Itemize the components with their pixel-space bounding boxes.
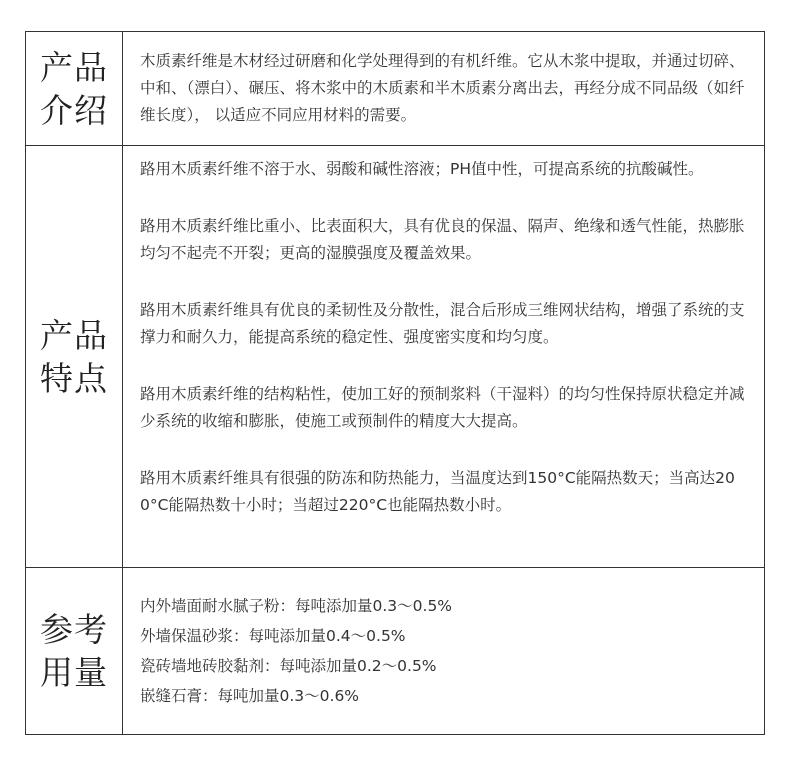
intro-label-cell: [26, 32, 123, 145]
dosage-label: 参考用量: [40, 610, 108, 692]
dosage-content-cell: [123, 568, 764, 734]
intro-content-cell: [123, 32, 764, 145]
feature-paragraph: 路用木质素纤维具有很强的防冻和防热能力，当温度达到150°C能隔热数天；当高达200°C能隔热数十小时；当超过220°C也能隔热数小时。: [140, 469, 735, 514]
dosage-item: 瓷砖墙地砖胶黏剂：每吨添加量0.2～0.5%: [140, 657, 437, 675]
feature-paragraph: 路用木质素纤维比重小、比表面积大，具有优良的保温、隔声、绝缘和透气性能，热膨胀均匀不起壳不开裂；更高的湿膜强度及覆盖效果。: [140, 217, 745, 262]
features-label-cell: [26, 146, 123, 567]
dosage-item: 嵌缝石膏：每吨加量0.3～0.6%: [140, 687, 360, 705]
feature-paragraph: 路用木质素纤维不溶于水、弱酸和碱性溶液；PH值中性，可提高系统的抗酸碱性。: [140, 160, 704, 178]
feature-paragraph: 路用木质素纤维的结构粘性，使加工好的预制浆料（干湿料）的均匀性保持原状稳定并减少系统的收缩和膨胀，使施工或预制件的精度大大提高。: [140, 385, 745, 430]
intro-label: 产品介绍: [40, 47, 108, 130]
features-content-cell: [123, 146, 764, 567]
dosage-row: [26, 567, 764, 734]
intro-row: [26, 32, 764, 145]
intro-text: 木质素纤维是木材经过研磨和化学处理得到的有机纤维。它从木浆中提取，并通过切碎、中和、（漂白）、碾压、将木浆中的木质素和半木质素分离出去，再经分成不同品级（如纤维长度）， 以适应不同应用材料的需要。: [140, 52, 745, 124]
dosage-item: 内外墙面耐水腻子粉：每吨添加量0.3～0.5%: [140, 597, 453, 615]
feature-paragraph: 路用木质素纤维具有优良的柔韧性及分散性，混合后形成三维网状结构，增强了系统的支撑力和耐久力，能提高系统的稳定性、强度密实度和均匀度。: [140, 301, 745, 346]
dosage-label-cell: [26, 568, 123, 734]
features-label: 产品特点: [40, 315, 108, 398]
features-row: [26, 145, 764, 567]
dosage-item: 外墙保温砂浆：每吨添加量0.4～0.5%: [140, 627, 406, 645]
product-info-table: [25, 31, 765, 735]
